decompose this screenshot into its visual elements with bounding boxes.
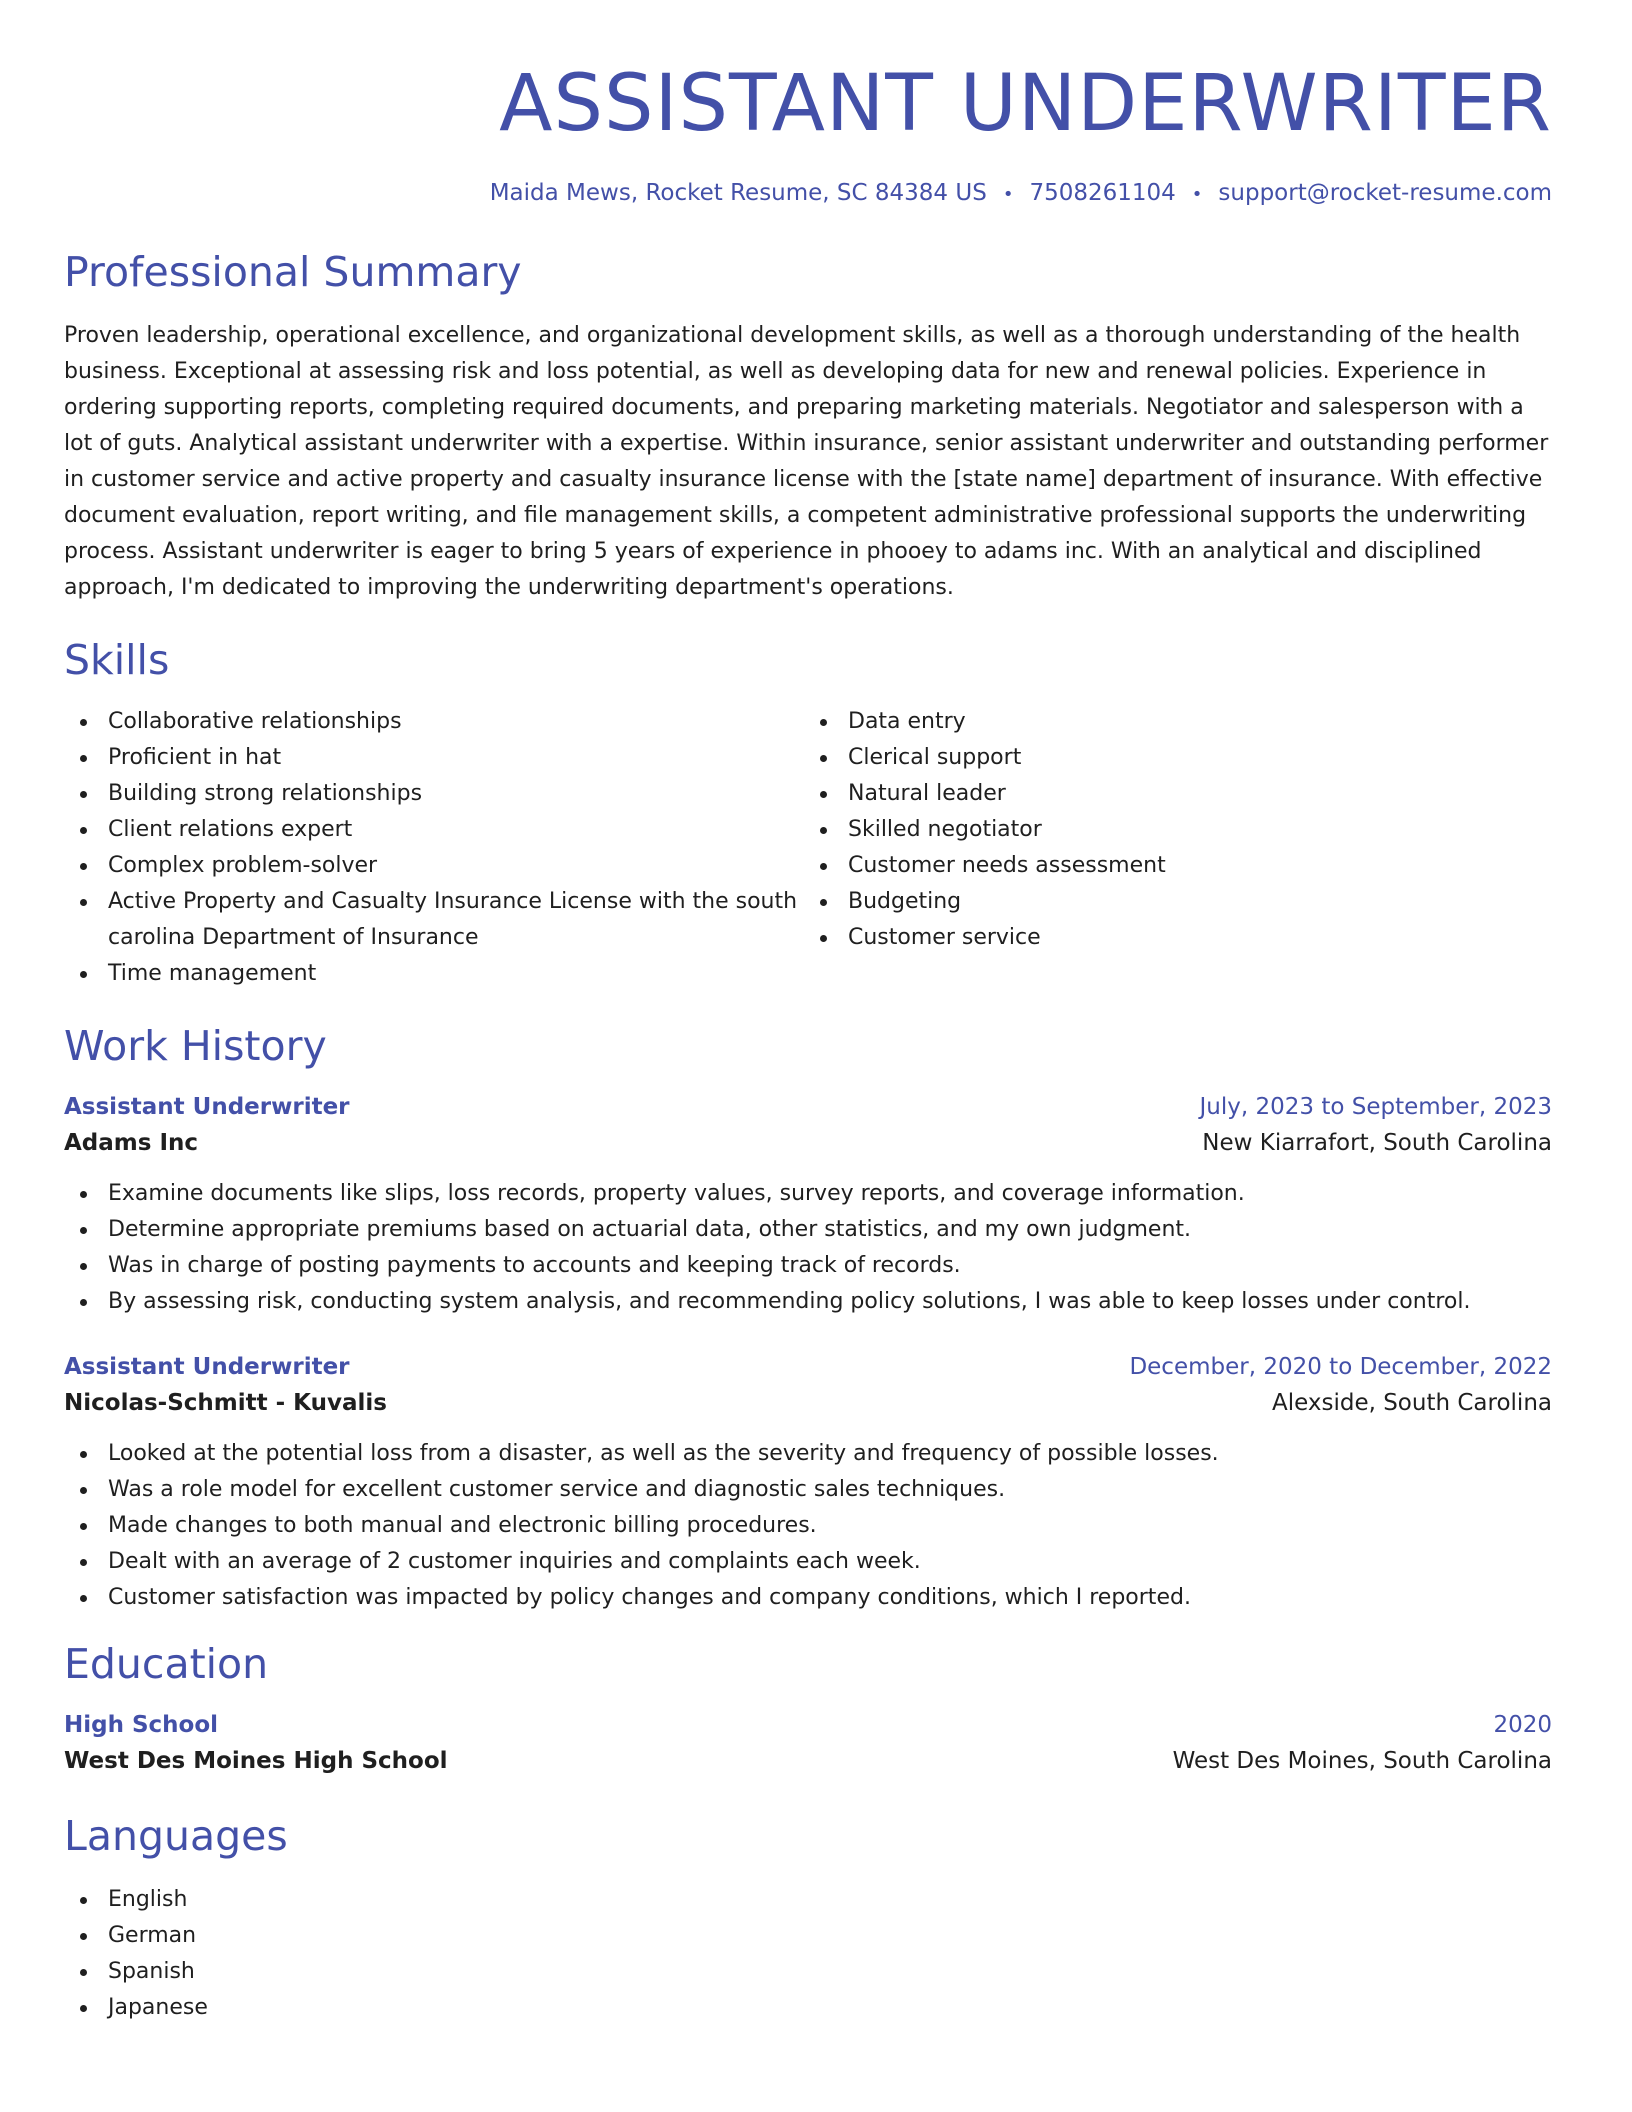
- languages-section: [64, 1810, 1552, 2026]
- skill-item: Time management: [64, 956, 804, 992]
- language-item: German: [64, 1918, 1552, 1954]
- skill-item: Budgeting: [804, 884, 1504, 920]
- contact-email: support@rocket-resume.com: [1218, 180, 1552, 206]
- contact-phone: 7508261104: [1029, 180, 1176, 206]
- skills-grid: [64, 704, 1552, 992]
- skill-item: Natural leader: [804, 776, 1504, 812]
- skills-column-left: [64, 704, 804, 992]
- candidate-title: ASSISTANT UNDERWRITER: [499, 59, 1552, 149]
- education-location: West Des Moines, South Carolina: [1172, 1748, 1552, 1774]
- education-entry: [64, 1708, 1552, 1780]
- section-title-summary: Professional Summary: [64, 248, 522, 296]
- job-bullet: Customer satisfaction was impacted by policy changes and company conditions, which I reported.: [64, 1580, 1552, 1616]
- job-bullet: Determine appropriate premiums based on actuarial data, other statistics, and my own judgment.: [64, 1212, 1552, 1248]
- skills-section: [64, 634, 1552, 992]
- contact-separator: •: [1002, 184, 1014, 205]
- skills-column-right: [804, 704, 1504, 992]
- language-item: Japanese: [64, 1990, 1552, 2026]
- job-bullet: Was in charge of posting payments to accounts and keeping track of records.: [64, 1248, 1552, 1284]
- skill-item: Customer needs assessment: [804, 848, 1504, 884]
- section-title-languages: Languages: [64, 1812, 288, 1860]
- job-bullets: [64, 1436, 1552, 1616]
- education-school: West Des Moines High School: [64, 1748, 448, 1774]
- job-entry: [64, 1350, 1552, 1616]
- resume-header: [64, 58, 1552, 210]
- contact-separator: •: [1191, 184, 1203, 205]
- skill-item: Clerical support: [804, 740, 1504, 776]
- skill-item: Skilled negotiator: [804, 812, 1504, 848]
- section-title-work-history: Work History: [64, 1022, 327, 1070]
- language-list: [64, 1882, 1552, 2026]
- job-dates: December, 2020 to December, 2022: [1129, 1354, 1552, 1380]
- job-bullet: Examine documents like slips, loss records, property values, survey reports, and coverage information.: [64, 1176, 1552, 1212]
- professional-summary-section: [64, 246, 1552, 606]
- job-bullet: Looked at the potential loss from a disaster, as well as the severity and frequency of possible losses.: [64, 1436, 1552, 1472]
- section-title-skills: Skills: [64, 636, 170, 684]
- job-company: Adams Inc: [64, 1130, 199, 1156]
- skill-item: Building strong relationships: [64, 776, 804, 812]
- job-location: Alexside, South Carolina: [1271, 1390, 1552, 1416]
- education-section: [64, 1638, 1552, 1780]
- job-location: New Kiarrafort, South Carolina: [1202, 1130, 1552, 1156]
- job-company: Nicolas-Schmitt - Kuvalis: [64, 1390, 387, 1416]
- language-item: Spanish: [64, 1954, 1552, 1990]
- skill-item: Proficient in hat: [64, 740, 804, 776]
- contact-address: Maida Mews, Rocket Resume, SC 84384 US: [489, 180, 987, 206]
- job-bullet: By assessing risk, conducting system analysis, and recommending policy solutions, I was able to keep losses under control.: [64, 1284, 1552, 1320]
- skill-item: Complex problem-solver: [64, 848, 804, 884]
- skill-item: Collaborative relationships: [64, 704, 804, 740]
- job-dates: July, 2023 to September, 2023: [1199, 1094, 1552, 1120]
- job-bullet: Was a role model for excellent customer service and diagnostic sales techniques.: [64, 1472, 1552, 1508]
- job-entry: [64, 1090, 1552, 1320]
- job-bullet: Made changes to both manual and electronic billing procedures.: [64, 1508, 1552, 1544]
- summary-text: Proven leadership, operational excellence, and organizational development skills, as well as a thorough understanding of the health business. Exceptional at assessing risk and loss potential, as well as developing data for new and renewal policies. Experience in ordering supporting reports, completing required documents, and preparing marketing materials. Negotiator and salesperson with a lot of guts. Analytical assistant underwriter with a expertise. Within insurance, senior assistant underwriter and outstanding performer in customer service and active property and casualty insurance license with the [state name] department of insurance. With effective document evaluation, report writing, and file management skills, a competent administrative professional supports the underwriting process. Assistant underwriter is eager to bring 5 years of experience in phooey to adams inc. With an analytical and disciplined approach, I'm dedicated to improving the underwriting department's operations.: [64, 323, 1549, 600]
- job-bullets: [64, 1176, 1552, 1320]
- section-title-education: Education: [64, 1640, 269, 1688]
- work-history-section: [64, 1020, 1552, 1616]
- job-bullet: Dealt with an average of 2 customer inquiries and complaints each week.: [64, 1544, 1552, 1580]
- contact-line: [64, 178, 1552, 210]
- language-item: English: [64, 1882, 1552, 1918]
- job-title: Assistant Underwriter: [64, 1354, 350, 1380]
- education-degree: High School: [64, 1712, 219, 1738]
- job-title: Assistant Underwriter: [64, 1094, 350, 1120]
- skill-item: Customer service: [804, 920, 1504, 956]
- education-year: 2020: [1493, 1712, 1552, 1738]
- skill-item: Client relations expert: [64, 812, 804, 848]
- skill-item: Data entry: [804, 704, 1504, 740]
- skill-item: Active Property and Casualty Insurance License with the south carolina Department of Insurance: [64, 884, 804, 956]
